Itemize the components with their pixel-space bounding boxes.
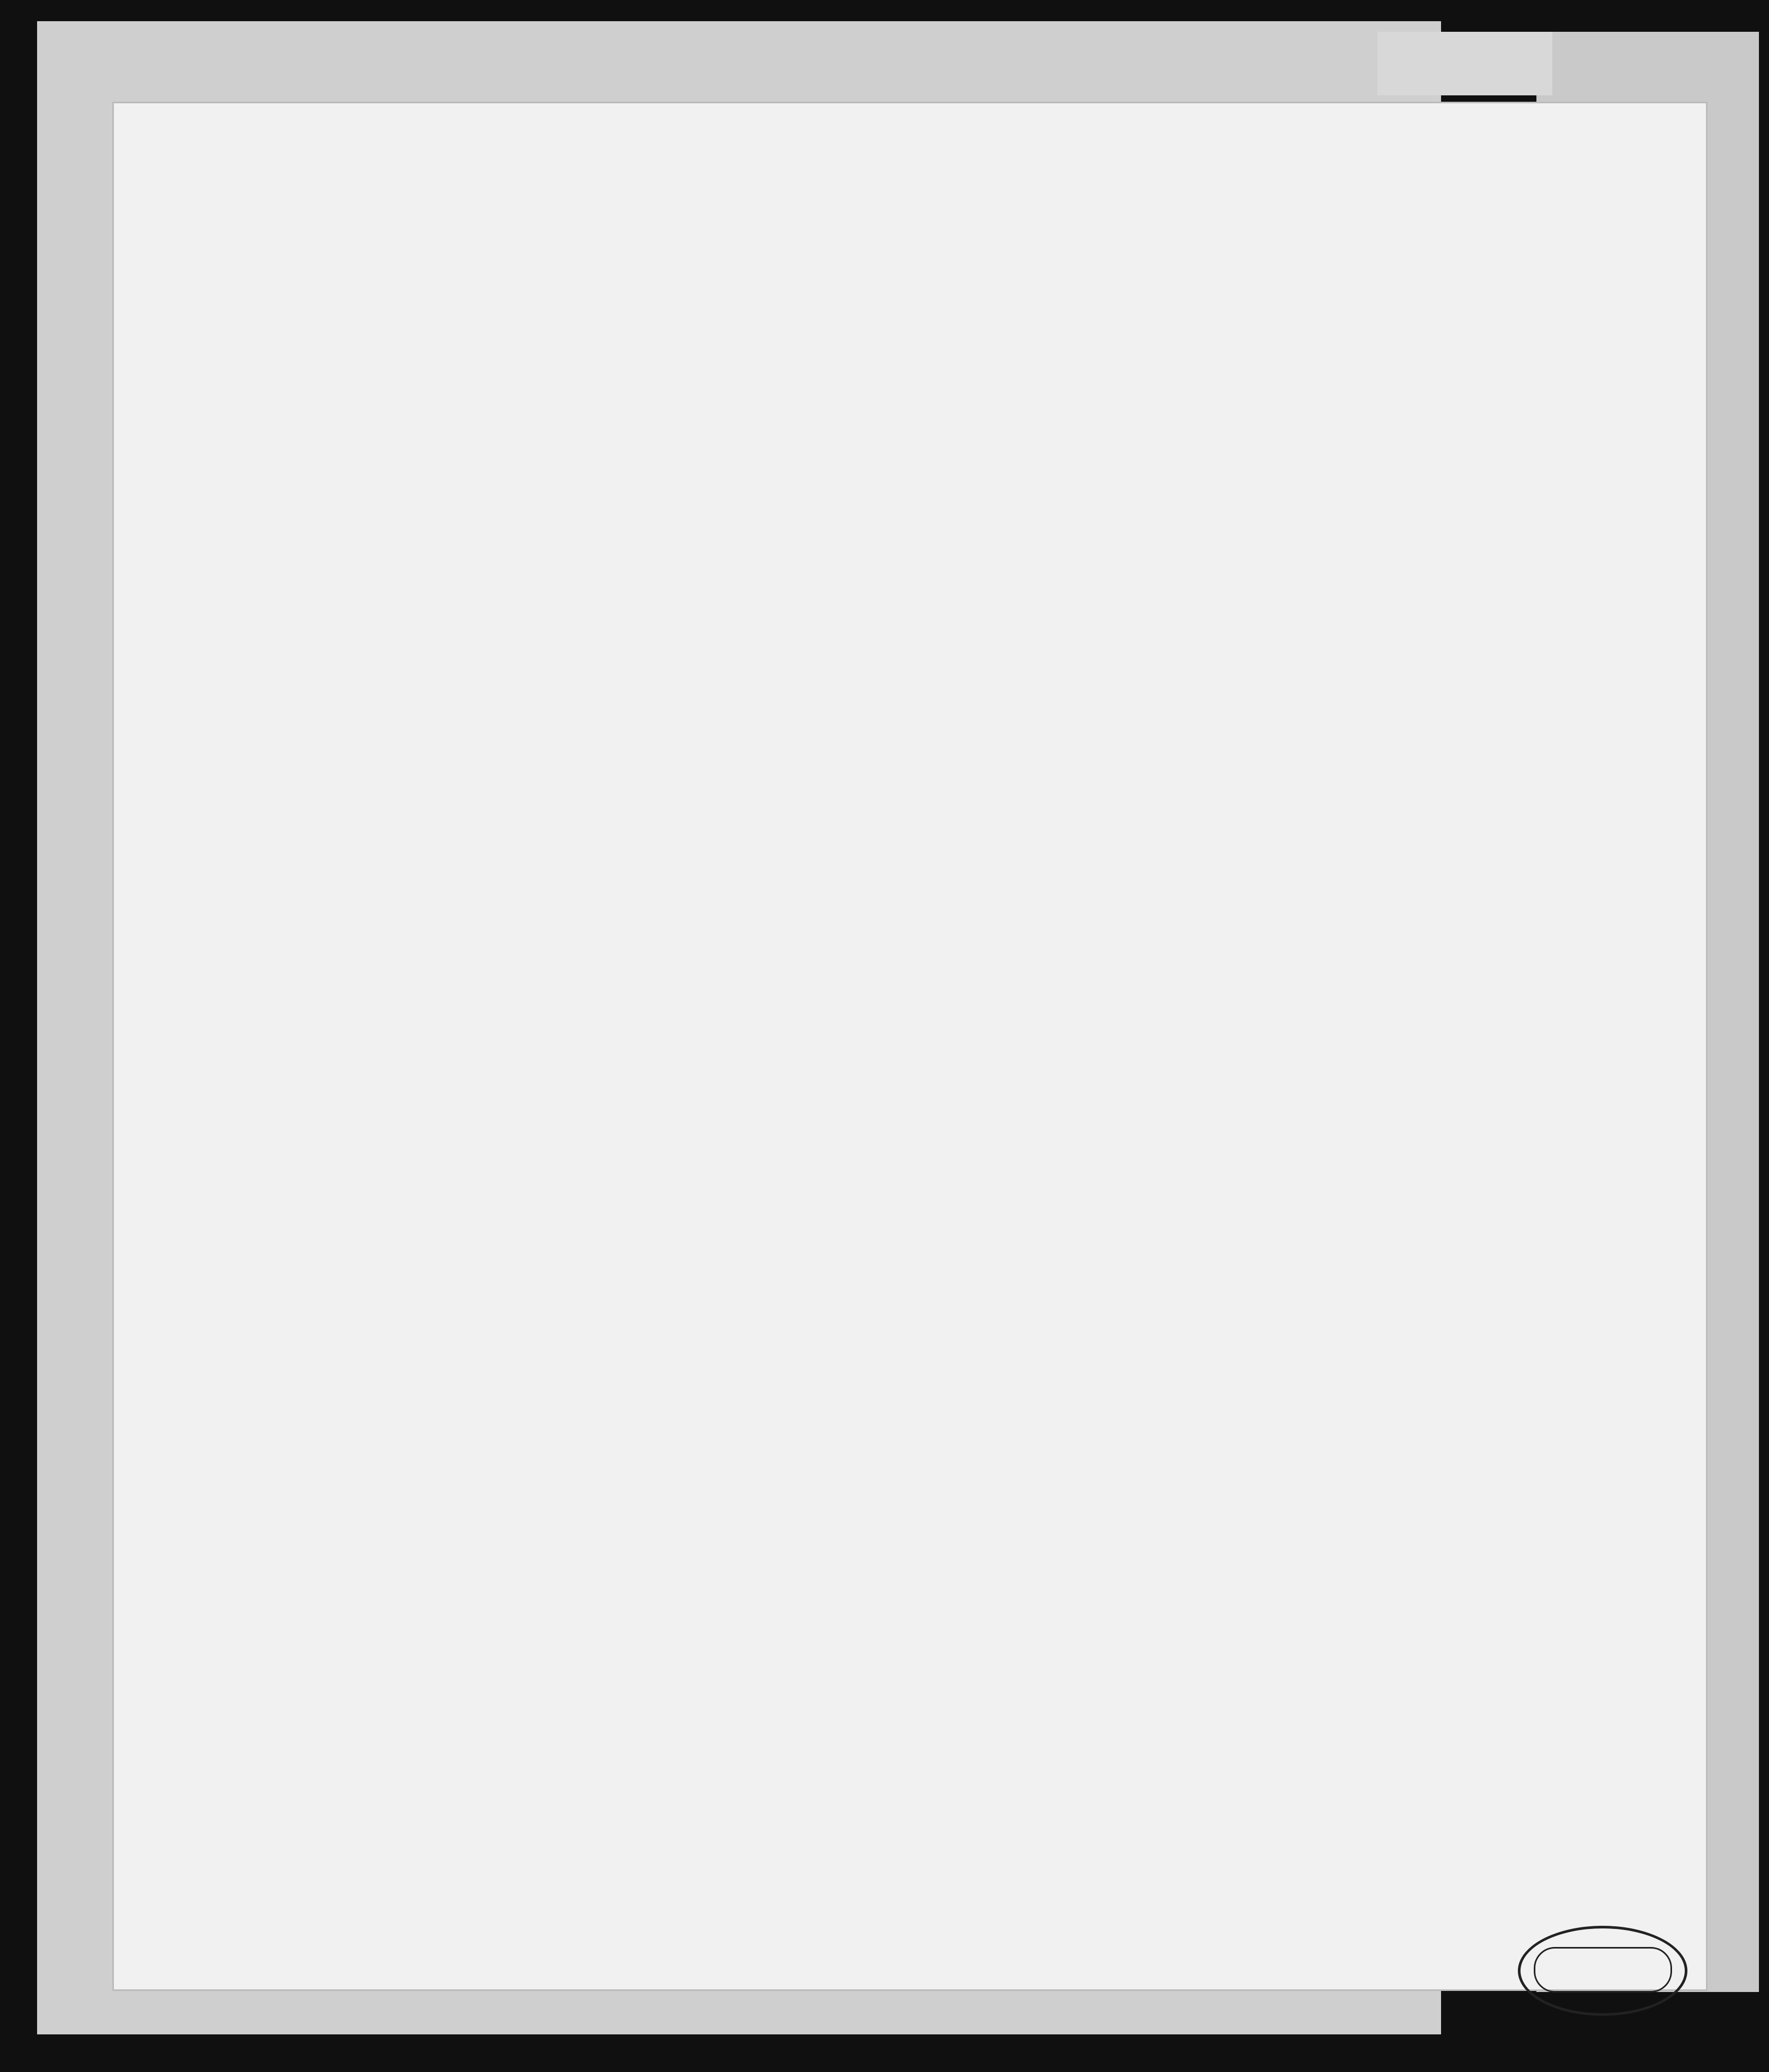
ditto-marks-overlay	[114, 103, 1706, 1989]
mm-office-stamp	[1518, 1926, 1687, 2016]
manifest-page	[114, 103, 1706, 1989]
back-sheet-top-strip	[1377, 32, 1552, 95]
stamp-inner-ring	[1534, 1947, 1672, 1993]
